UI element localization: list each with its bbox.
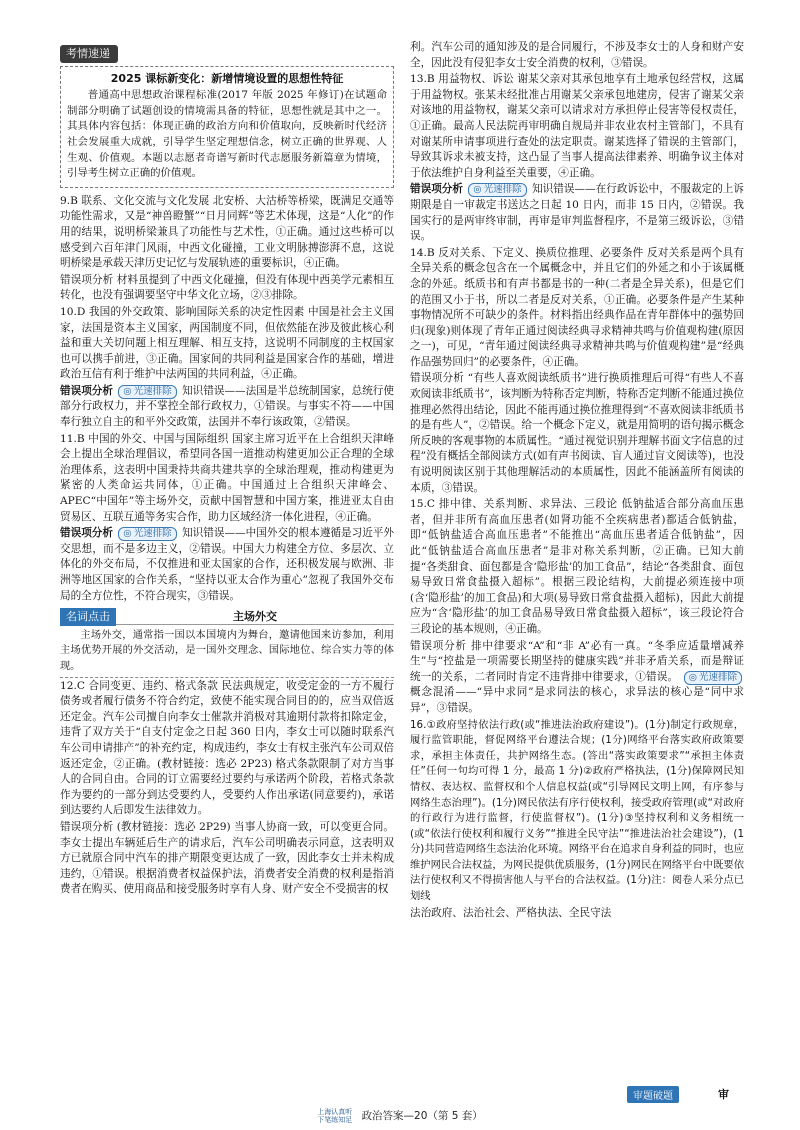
logo-line1: 上海认真听: [317, 1108, 353, 1116]
q12-answer: 12.C 合同变更、违约、格式条款 民法典规定，收受定金的一方不履行债务或者履行债务不符合约定，致使不能实现合同目的的，应当双倍返还定金。汽车公司擅自向李女士催款并消极对其逾期付款将扣除定金，违背了双方关于“自支付定金之日起 360 日内，李女士可以随时联系汽车公司申请排产”的补充约定，构成违约，李女士有权主张汽车公司双倍返还定金，②正确。(教材链接：选必 2P23) 格式条款限制了对方当事人的合同自由。合同的订立需要经过要约与承诺两个阶段，若格式条款作为要约的一部分到达受要约人，受要约人作出承诺(同意要约)，承诺到达要约人后即发生法律效力。: [60, 679, 394, 817]
q11-fast-tag: ◎ 光速排除: [118, 527, 176, 541]
q15-error-analysis: [410, 639, 744, 717]
shen-label: 审: [718, 1088, 729, 1101]
q11-err-label: 错误项分析: [60, 527, 113, 540]
q11-error-analysis: [60, 526, 394, 604]
q11-answer: 11.B 中国的外交、中国与国际组织 国家主席习近平在上合组织天津峰会上提出全球治理倡议，希望同各国一道推动构建更加公正合理的全球治理体系，这表明中国秉持共商共建共享的全球治理观，推动构建更为紧密的人类命运共同体，①正确。中国通过上合组织天津峰会、APEC“中国年”等主场外交，贡献中国智慧和中国方案，推进亚太自由贸易区、互联互通等务实合作，助力区域经济一体化进程，④正确。: [60, 432, 394, 523]
q16-answer: 16.①政府坚持依法行政(或“推进法治政府建设”)。(1分)制定行政规章，履行监管职能，督促网络平台遵法合规；(1分)网络平台落实政府政策要求，承担主体责任，共护网络生态。(答出“落实政策要求”“承担主体责任”任何一句均可得 1 分，最高 1 分)②政府严格执法，(1分)保障网民知情权、表达权、监督权和个人信息权益(或“引导网民文明上网，有序参与网络生态治理”)。(1分)网民依法有序行使权利，接受政府管理(或“对政府的行政行为进行监督，行使监督权”)。(1分)③坚持权利和义务相统一(或“依法行使权利和履行义务”“推进全民守法”“推进法治社会建设”)，(1分)共同营造网络生态法治化环境。网络平台在追求自身利益的同时，也应维护网民合法权益，为网民提供优质服务，(1分)网民在网络平台中既要依法行使权利又不得损害他人与平台的合法权益。(1分)注：阅卷人采分点已划线: [410, 718, 744, 903]
q15-answer: 15.C 排中律、关系判断、求异法、三段论 低钠盐适合部分高血压患者，但并非所有高血压患者(如肾功能不全疾病患者)都适合低钠盐，即“低钠盐适合高血压患者”不能推出“高血压患者适合低钠盐”，因此“低钠盐适合高血压患者”是非对称关系判断，②正确。已知大前提“各类甜食、面包都是含‘隐形盐’的加工食品”，结论“各类甜食、面包易导致日常食盐摄入超标”。根据三段论结构，大前提必须连接中项(含‘隐形盐’的加工食品)和大项(易导致日常食盐摄入超标)，因此大前提应为“含‘隐形盐’的加工食品易导致日常食盐摄入超标”，该三段论符合三段论的基本规则，④正确。: [410, 498, 744, 635]
q10-fast-tag: ◎ 光速排除: [118, 385, 176, 399]
kaoqing-title: 2025 课标新变化：新增情境设置的思想性特征: [110, 71, 344, 85]
q13-answer: 13.B 用益物权、诉讼 谢某父亲对其承包地享有土地承包经营权，这属于用益物权。张某未经批准占用谢某父亲承包地建房，侵害了谢某父亲对该地的用益物权，谢某父亲可以请求对方承担停止侵害等侵权责任，①正确。最高人民法院再审明确自规局并非农业农村主管部门，不具有对谢某所申请事项进行查处的法定职责。谢某选择了错误的主管部门，导致其诉求未被支持，这凸显了当事人提高法律素养、明确争议主体对于依法维护自身利益至关重要，④正确。: [410, 73, 744, 179]
q10-error-analysis: [60, 384, 394, 431]
page-number: 政治答案—20（第 5 套）: [361, 1110, 483, 1122]
q15-err-text-b: 概念混淆——“异中求同”是求同法的核心，求异法的核心是“同中求异”，③错误。: [410, 686, 744, 714]
kaoqing-body: 普通高中思想政治课程标准(2017 年版 2025 年修订)在试题命制部分明确了试题创设的情境需具备的特征，思想性就是其中之一。其具体内容包括：体现正确的政治方向和价值取向，反映新时代经济社会发展重大成就，引导学生坚定理想信念，树立正确的世界观、人生观、价值观。本题以志愿者奇谱写新时代志愿服务新篇章为情境，引导考生树立正确的价值观。: [67, 89, 387, 180]
q13-error-analysis: [410, 182, 744, 244]
logo-line2: 下笔练知足: [317, 1116, 353, 1124]
q10-answer: 10.D 我国的外交政策、影响国际关系的决定性因素 中国是社会主义国家，法国是资本主义国家，两国制度不同，但依然能在涉及彼此核心利益和重大关切问题上相互理解、相互支持，这说明不同制度的主权国家也可以携手前进，③正确。国家间的共同利益是国家合作的基础，增进政治互信有利于维护中法两国的共同利益，④正确。: [60, 305, 394, 381]
term-box-body: 主场外交，通常指一国以本国境内为舞台，邀请他国来访参加，利用主场优势开展的外交活动，是一国外交理念、国际地位、综合实力等的体现。: [60, 628, 394, 678]
q14-answer: 14.B 反对关系、下定义、换质位推理、必要条件 反对关系是两个具有全异关系的概念包含在一个属概念中，并且它们的外延之和小于该属概念的外延。纸质书和有声书都是书的一种(二者是全异关系)，但是它们的范围又小于书，所以二者是反对关系，①正确。必要条件是产生某种事物情况所不可缺少的条件。材料指出经典作品在青年群体中的强势回归(现象)则体现了青年正通过阅读经典寻求精神共鸣与价值观构建(原因之一)，可见，“青年通过阅读经典寻求精神共鸣与价值观构建”是“经典作品强势回归”的必要条件，④正确。: [410, 246, 744, 368]
right-column: [410, 40, 744, 922]
q13-err-text: 知识错误——在行政诉讼中，不服裁定的上诉期限是自一审裁定书送达之日起 10 日内，而非 15 日内，②错误。我国实行的是两审终审制，再审是审判监督程序，不是第三级诉讼，③错误。: [410, 183, 745, 243]
q14-error-analysis: 错误项分析 “有些人喜欢阅读纸质书”进行换质推理后可得“有些人不喜欢阅读非纸质书”，该判断为特称否定判断，特称否定判断不能通过换位推理必然得出结论，因此不能再通过换位推理得到“不喜欢阅读非纸质书的是有些人”，②错误。给一个概念下定义，就是用简明的语句揭示概念所反映的客观事物的本质属性。“通过视觉识别并理解书面文字信息的过程”没有概括全部阅读方式(如有声书阅读、盲人通过盲文阅读等)，也没有说明阅读区别于其他理解活动的本质属性，因此不能涵盖所有阅读的本质，③错误。: [410, 372, 744, 494]
page-footer: [0, 1108, 800, 1124]
q13-fast-tag: ◎ 光速排除: [468, 183, 526, 197]
term-box-header: [60, 608, 394, 626]
term-box-label: 名词点击: [60, 608, 116, 626]
kaoqing-label: 考情速递: [60, 45, 118, 63]
q12-error-analysis: 错误项分析 (教材链接：选必 2P29) 当事人协商一致，可以变更合同。李女士提出车辆延后生产的请求后，汽车公司明确表示同意，这表明双方已就原合同中汽车的排产期限变更达成了一致，因此李女士并未构成违约，①错误。根据消费者权益保护法，消费者安全消费的权利是指消费者在购买、使用商品和接受服务时享有人身、财产安全不受损害的权: [60, 820, 394, 896]
q13-err-label: 错误项分析: [410, 183, 463, 196]
kaoqing-box: [60, 66, 394, 188]
q10-err-text: 知识错误——法国是半总统制国家，总统行使部分行政权力，并不掌控全部行政权力，①错误。与事实不符——中国奉行独立自主的和平外交政策，法国并不奉行该政策，②错误。: [60, 384, 395, 429]
publisher-logo: [317, 1108, 352, 1124]
q9-error-analysis: 错误项分析 材料虽提到了中西文化碰撞，但没有体现中西美学元素相互转化，也没有强调要坚守中华文化立场，②③排除。: [60, 273, 394, 302]
q15-fast-tag: ◎ 光速排除: [684, 671, 742, 685]
q11-err-text: 知识错误——中国外交的根本遵循是习近平外交思想，而不是多边主义，②错误。中国大力构建全方位、多层次、立体化的外交布局，不仅推进和亚太国家的合作，还积极发展与欧洲、非洲等地区国家的合作关系，“坚持以亚太合作为重心”忽视了我国外交布局的全方位性，不符合现实，③错误。: [60, 527, 395, 602]
q10-err-label: 错误项分析: [60, 384, 113, 397]
left-column: [60, 45, 394, 899]
q15-err-text-a: 错误项分析 排中律要求“A”和“非 A”必有一真。“冬季应适量增减养生”与“控盐是一项需要长期坚持的健康实践”并非矛盾关系，而是辩证统一的关系，二者同时肯定不违背排中律要求，①错误。: [410, 639, 744, 683]
breakthrough-badge: 审题破题: [627, 1086, 679, 1103]
q12-continued: 利。汽车公司的通知涉及的是合同履行，不涉及李女士的人身和财产安全，因此没有侵犯李女士安全消费的权利，③错误。: [410, 41, 744, 69]
q16-tail: 法治政府、法治社会、严格执法、全民守法: [410, 906, 612, 919]
term-box-title: 主场外交: [116, 609, 394, 626]
q9-answer: 9.B 联系、文化交流与文化发展 北安桥、大沽桥等桥梁，既满足交通等功能性需求，又是“神兽瞪蟹”“日月同辉”等艺术体现，这是“人化”的作用的结果，说明桥梁兼具了功能性与艺术性，①正确。通过这些桥可以感受到六百年津门风雨，中西文化碰撞，工业文明脉搏澎湃不息，这说明桥梁是承载天津历史记忆与发展轨迹的重要标识，④正确。: [60, 194, 394, 270]
